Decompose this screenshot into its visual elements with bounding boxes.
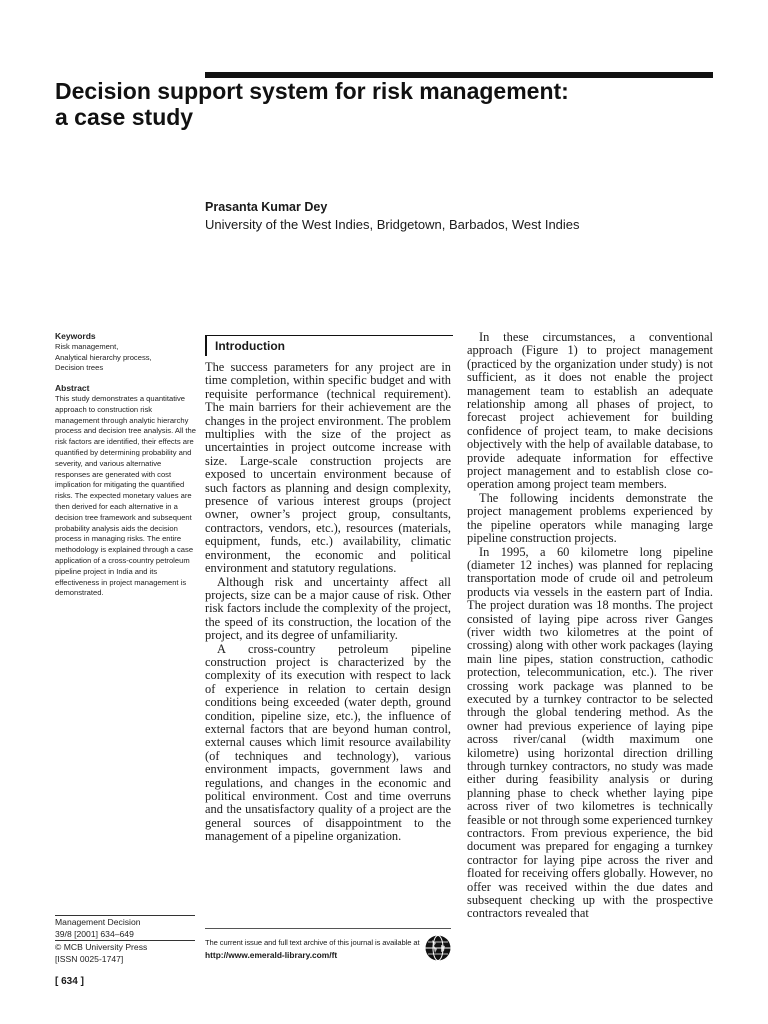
keyword: Decision trees <box>55 363 104 373</box>
body-paragraph: Although risk and uncertainty affect all projects, size can be a major cause of risk. Other risk factors include the complexity of the project, the speed of its construction, the location of the project, and its degree of unfamiliarity. <box>205 574 451 643</box>
body-paragraph: A cross-country petroleum pipeline construction project is characterized by the complexity of its execution with respect to lack of experience in relation to certain design conditions being exceeded (water depth, ground condition, pipeline size, etc.), the influence of external factors that are beyond human control, external causes which limit resource availability (of techniques and technology), various environment impacts, government laws and regulations, and changes in the economic and political environment. Cost and time overruns and the unsatisfactory quality of a project are the general sources of disappointment to the management of a pipeline organization. <box>205 641 451 844</box>
page-number: [ 634 ] <box>55 976 84 987</box>
keyword: Risk management, <box>55 341 119 351</box>
globe-icon <box>424 934 452 962</box>
journal-access-box <box>205 928 451 967</box>
access-text: The current issue and full text archive of this journal is available at <box>205 938 420 947</box>
abstract-heading: Abstract <box>55 383 90 394</box>
body-column-2 <box>467 331 713 921</box>
body-column-1 <box>205 361 451 844</box>
section-heading-box <box>205 335 453 356</box>
keywords-heading: Keywords <box>55 331 96 341</box>
paper-title <box>55 78 715 130</box>
title-line-2: a case study <box>55 104 194 130</box>
sidebar <box>55 331 197 599</box>
journal-name: Management Decision <box>55 915 195 928</box>
author-affiliation: University of the West Indies, Bridgetown, Barbados, West Indies <box>205 217 580 232</box>
body-paragraph: The success parameters for any project are in time completion, within specific budget and with requisite performance (technical requirement). The main barriers for their achievement are the changes in the project environment. The problem multiplies with the size of the project as uncertainties in project outcome increase with size. Large-scale construction projects are exposed to uncertain environment because of such factors as planning and design complexity, presence of various interest groups (project owner, owner’s project group, consultants, contractors, vendors, etc.), resources (materials, equipment, funds, etc.) availability, climatic environment, the economic and political environment and statutory regulations. <box>205 360 451 576</box>
title-line-1: Decision support system for risk management: <box>55 78 569 104</box>
journal-issn: [ISSN 0025-1747] <box>55 954 124 964</box>
body-paragraph: In 1995, a 60 kilometre long pipeline (diameter 12 inches) was planned for replacing transportation mode of crude oil and petroleum products via vessels in the eastern part of India. The project duration was 18 months. The project consisted of laying pipe across river Ganges (river width two kilometres at the point of crossing) along with other work packages (laying main line pipes, station construction, cathodic protection, telecommunication, etc.). The river crossing work package was planned to be executed by a turnkey contractor to be selected through the global tendering method. As the owner had previous experience of laying pipe across river/canal (width maximum one kilometre) using horizontal direction drilling through turnkey contractors, no study was made either during feasibility analysis or during planning phase to check whether laying pipe across river of two kilometres is technically feasible or not through some experienced turnkey contractors. From previous experience, the bid document was prepared for engaging a turnkey contractor for laying pipe across the river and floated for receiving offers globally. However, no offer was received within the due dates and subsequent checking up with the prospective contractors revealed that <box>467 544 713 921</box>
body-paragraph: The following incidents demonstrate the project management problems experienced by the pipeline operators while managing large pipeline construction projects. <box>467 490 713 546</box>
journal-url-link[interactable]: http://www.emerald-library.com/ft <box>205 950 338 960</box>
abstract-text: This study demonstrates a quantitative approach to construction risk management through analytic hierarchy process and decision tree analysis. All the risk factors are identified, their effects are quantified by determining probability and severity, and various alternative responses are generated with cost implication for mitigating the quantified risks. The expected monetary values are then derived for each alternative in a decision tree framework and subsequent probability analysis aids the decision process in managing risks. The entire methodology is explained through a case application of a cross-country petroleum pipeline project in India and its effectiveness in project management is demonstrated. <box>55 393 196 598</box>
journal-copyright: © MCB University Press <box>55 940 195 953</box>
section-heading: Introduction <box>215 339 285 353</box>
journal-info <box>55 915 195 965</box>
body-paragraph: In these circumstances, a conventional approach (Figure 1) to project management (practiced by the organization under study) is not sufficient, as it does not enable the project management team to establish an adequate relationship among all phases of project, to forecast project achievement for building confidence of project team, to make decisions objectively with the help of available database, to provide adequate information for effective project management and to establish close co-operation among project team members. <box>467 330 713 492</box>
keywords-list <box>55 342 197 374</box>
journal-issue: 39/8 [2001] 634–649 <box>55 929 134 939</box>
author-name: Prasanta Kumar Dey <box>205 200 328 214</box>
keyword: Analytical hierarchy process, <box>55 352 152 362</box>
